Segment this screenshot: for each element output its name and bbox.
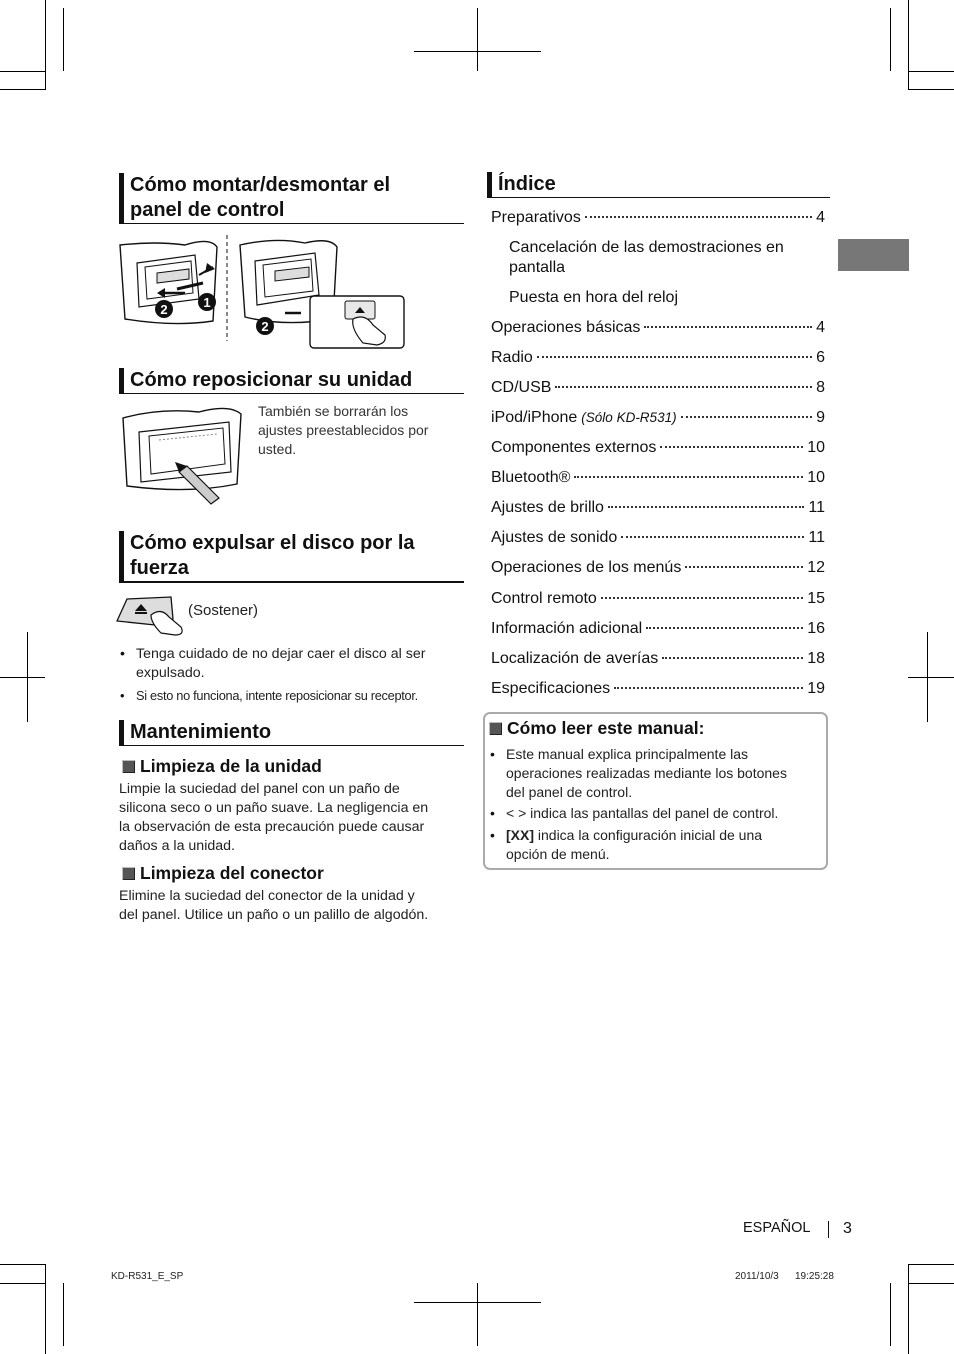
- reset-illustration: [119, 402, 249, 514]
- mount-panel-heading: [119, 173, 464, 224]
- square-bullet-icon: [489, 722, 502, 735]
- toc-leader: [608, 506, 804, 508]
- toc-label: Ajustes de sonido: [491, 529, 618, 546]
- toc-page: 9: [816, 409, 825, 426]
- language-tab: [838, 239, 909, 271]
- toc-entry-preparativos[interactable]: [491, 207, 825, 229]
- toc-leader: [574, 476, 803, 478]
- footer-divider: [828, 1221, 829, 1238]
- toc-label: Especificaciones: [491, 680, 611, 697]
- toc-entry-componentes[interactable]: [491, 437, 825, 459]
- toc-page: 11: [808, 499, 825, 516]
- toc-entry-especificaciones[interactable]: [491, 678, 825, 700]
- crop-mark: [908, 1264, 909, 1354]
- toc-label: iPod/iPhone: [491, 409, 578, 426]
- square-bullet-icon: [122, 867, 135, 880]
- cleaning-connector-line: Elimine la suciedad del conector de la unidad y: [119, 888, 415, 904]
- toc-page: 16: [807, 620, 825, 637]
- toc-page: 10: [807, 439, 825, 456]
- cleaning-connector-heading: [122, 862, 324, 884]
- cleaning-unit-text: [119, 780, 464, 856]
- index-title: Índice: [498, 173, 556, 195]
- cleaning-unit-line: daños a la unidad.: [119, 838, 235, 854]
- toc-entry-control-remoto[interactable]: [491, 588, 825, 610]
- toc-page: 4: [816, 209, 825, 226]
- eject-title-line1: Cómo expulsar el disco por la: [130, 532, 415, 554]
- cleaning-unit-heading: [122, 755, 322, 777]
- cleaning-unit-line: la observación de esta precaución puede causar: [119, 819, 425, 835]
- toc-label: Operaciones básicas: [491, 319, 641, 336]
- crop-mark: [0, 89, 45, 90]
- crop-mark: [45, 1264, 46, 1354]
- how-to-read-line: • Este manual explica principalmente las: [506, 746, 749, 762]
- toc-leader: [621, 536, 804, 538]
- toc-page: 4: [816, 319, 825, 336]
- toc-note: (Sólo KD-R531): [581, 410, 677, 425]
- square-bullet-icon: [122, 760, 135, 773]
- toc-leader: [585, 216, 812, 218]
- footer-date: 2011/10/3: [735, 1271, 779, 1282]
- toc-label: Información adicional: [491, 620, 643, 637]
- how-to-read-heading: [489, 717, 704, 739]
- toc-entry-brillo[interactable]: [491, 497, 825, 519]
- eject-title-line2: fuerza: [130, 557, 189, 579]
- toc-label: Radio: [491, 349, 533, 366]
- registration-mark: [0, 677, 45, 678]
- toc-page: 15: [807, 590, 825, 607]
- toc-leader: [537, 356, 812, 358]
- mount-panel-title-line1: Cómo montar/desmontar el: [130, 174, 391, 196]
- crop-mark: [45, 0, 46, 90]
- crop-mark: [0, 1283, 45, 1284]
- toc-page: 11: [808, 529, 825, 546]
- toc-label: Control remoto: [491, 590, 597, 607]
- hold-label: (Sostener): [188, 602, 259, 619]
- toc-sub-line: Cancelación de las demostraciones en: [509, 239, 784, 256]
- eject-bullet-1-line: • Tenga cuidado de no dejar caer el disco al ser: [136, 646, 426, 662]
- crop-mark: [890, 8, 891, 71]
- toc-sub-line: pantalla: [509, 259, 566, 276]
- reset-note-line: usted.: [258, 441, 297, 457]
- crop-mark: [890, 1283, 891, 1346]
- toc-leader: [662, 657, 803, 659]
- toc-label: Operaciones de los menús: [491, 559, 682, 576]
- toc-leader: [681, 416, 813, 418]
- footer-language: ESPAÑOL: [743, 1220, 811, 1236]
- maintenance-heading: [119, 720, 464, 746]
- reset-note-line: ajustes preestablecidos por: [258, 422, 429, 438]
- eject-button-illustration: [115, 591, 187, 637]
- toc-sub-line: Puesta en hora del reloj: [509, 289, 678, 306]
- toc-leader: [614, 687, 803, 689]
- crop-mark: [908, 0, 909, 90]
- eject-bullet-2-text: • Si esto no funciona, intente reposicionar su receptor.: [136, 688, 418, 703]
- default-setting-marker: [XX]: [506, 827, 534, 843]
- toc-page: 18: [807, 650, 825, 667]
- toc-page: 19: [807, 680, 825, 697]
- toc-label: Bluetooth®: [491, 469, 571, 486]
- registration-mark: [414, 1302, 541, 1303]
- how-to-read-line: • < > indica las pantallas del panel de control.: [506, 805, 779, 821]
- cleaning-unit-title: Limpieza de la unidad: [140, 756, 322, 776]
- crop-mark: [908, 71, 954, 72]
- crop-mark: [0, 1264, 45, 1265]
- reset-note-line: También se borrarán los: [258, 403, 409, 419]
- cleaning-connector-line: del panel. Utilice un paño o un palillo de algodón.: [119, 907, 429, 923]
- step-2-label: 2: [160, 302, 168, 317]
- toc-entry-bluetooth[interactable]: [491, 467, 825, 489]
- toc-entry-ipod[interactable]: [491, 407, 825, 429]
- step-2-label: 2: [261, 319, 269, 334]
- how-to-read-line: del panel de control.: [506, 784, 633, 800]
- index-heading: [487, 172, 830, 198]
- mount-panel-illustration: [115, 233, 410, 351]
- toc-leader: [555, 386, 812, 388]
- step-1-label: 1: [203, 295, 211, 310]
- toc-page: 12: [807, 559, 825, 576]
- toc-label: Preparativos: [491, 209, 581, 226]
- toc-entry-operaciones-basicas[interactable]: [491, 317, 825, 339]
- cleaning-unit-line: silicona seco o un paño suave. La negligencia en: [119, 800, 429, 816]
- eject-bullet-1-line: expulsado.: [136, 665, 205, 681]
- footer-page-number: 3: [843, 1220, 852, 1237]
- toc-leader: [660, 446, 803, 448]
- crop-mark: [908, 1283, 954, 1284]
- toc-leader: [685, 566, 803, 568]
- eject-heading: [119, 531, 464, 583]
- crop-mark: [0, 71, 45, 72]
- how-to-read-line: operaciones realizadas mediante los botones: [506, 765, 787, 781]
- registration-mark: [414, 51, 541, 52]
- toc-label: Componentes externos: [491, 439, 657, 456]
- cleaning-connector-text: [119, 887, 464, 925]
- toc-label: Ajustes de brillo: [491, 499, 604, 516]
- footer-time: 19:25:28: [795, 1271, 834, 1282]
- mount-panel-title-line2: panel de control: [130, 199, 285, 221]
- how-to-read-bullet-1: [489, 745, 836, 802]
- how-to-read-line: opción de menú.: [506, 846, 610, 862]
- how-to-read-bullet-3: [489, 826, 836, 864]
- toc-leader: [601, 597, 803, 599]
- eject-bullet-1: [119, 645, 476, 683]
- crop-mark: [63, 1283, 64, 1346]
- maintenance-title: Mantenimiento: [130, 721, 272, 743]
- toc-label: CD/USB: [491, 379, 552, 396]
- footer-file-code: KD-R531_E_SP: [111, 1271, 184, 1282]
- toc-entry-menus[interactable]: [491, 557, 825, 579]
- crop-mark: [63, 8, 64, 71]
- toc-entry-cd-usb[interactable]: [491, 377, 825, 399]
- toc-page: 6: [816, 349, 825, 366]
- toc-leader: [644, 326, 812, 328]
- registration-mark: [477, 8, 478, 71]
- how-to-read-bullet-2: [489, 804, 836, 823]
- how-to-read-title: Cómo leer este manual:: [507, 718, 705, 738]
- toc-subentry-cancel-demo[interactable]: [509, 238, 825, 278]
- crop-mark: [908, 1264, 954, 1265]
- registration-mark: [908, 677, 954, 678]
- reset-note: [258, 402, 458, 459]
- toc-leader: [646, 627, 803, 629]
- reset-title: Cómo reposicionar su unidad: [130, 369, 413, 391]
- eject-bullet-2: [119, 686, 481, 705]
- toc-entry-sonido[interactable]: [491, 527, 825, 549]
- cleaning-connector-title: Limpieza del conector: [140, 863, 324, 883]
- toc-subentry-clock[interactable]: [509, 288, 825, 308]
- registration-mark: [477, 1283, 478, 1346]
- cleaning-unit-line: Limpie la suciedad del panel con un paño de: [119, 781, 400, 797]
- toc-entry-radio[interactable]: [491, 347, 825, 369]
- toc-page: 8: [816, 379, 825, 396]
- toc-page: 10: [807, 469, 825, 486]
- toc-entry-averias[interactable]: [491, 648, 825, 670]
- crop-mark: [908, 89, 954, 90]
- toc-label: Localización de averías: [491, 650, 659, 667]
- reset-heading: [119, 368, 464, 394]
- toc-entry-informacion[interactable]: [491, 618, 825, 640]
- how-to-read-line: indica la configuración inicial de una: [534, 827, 763, 843]
